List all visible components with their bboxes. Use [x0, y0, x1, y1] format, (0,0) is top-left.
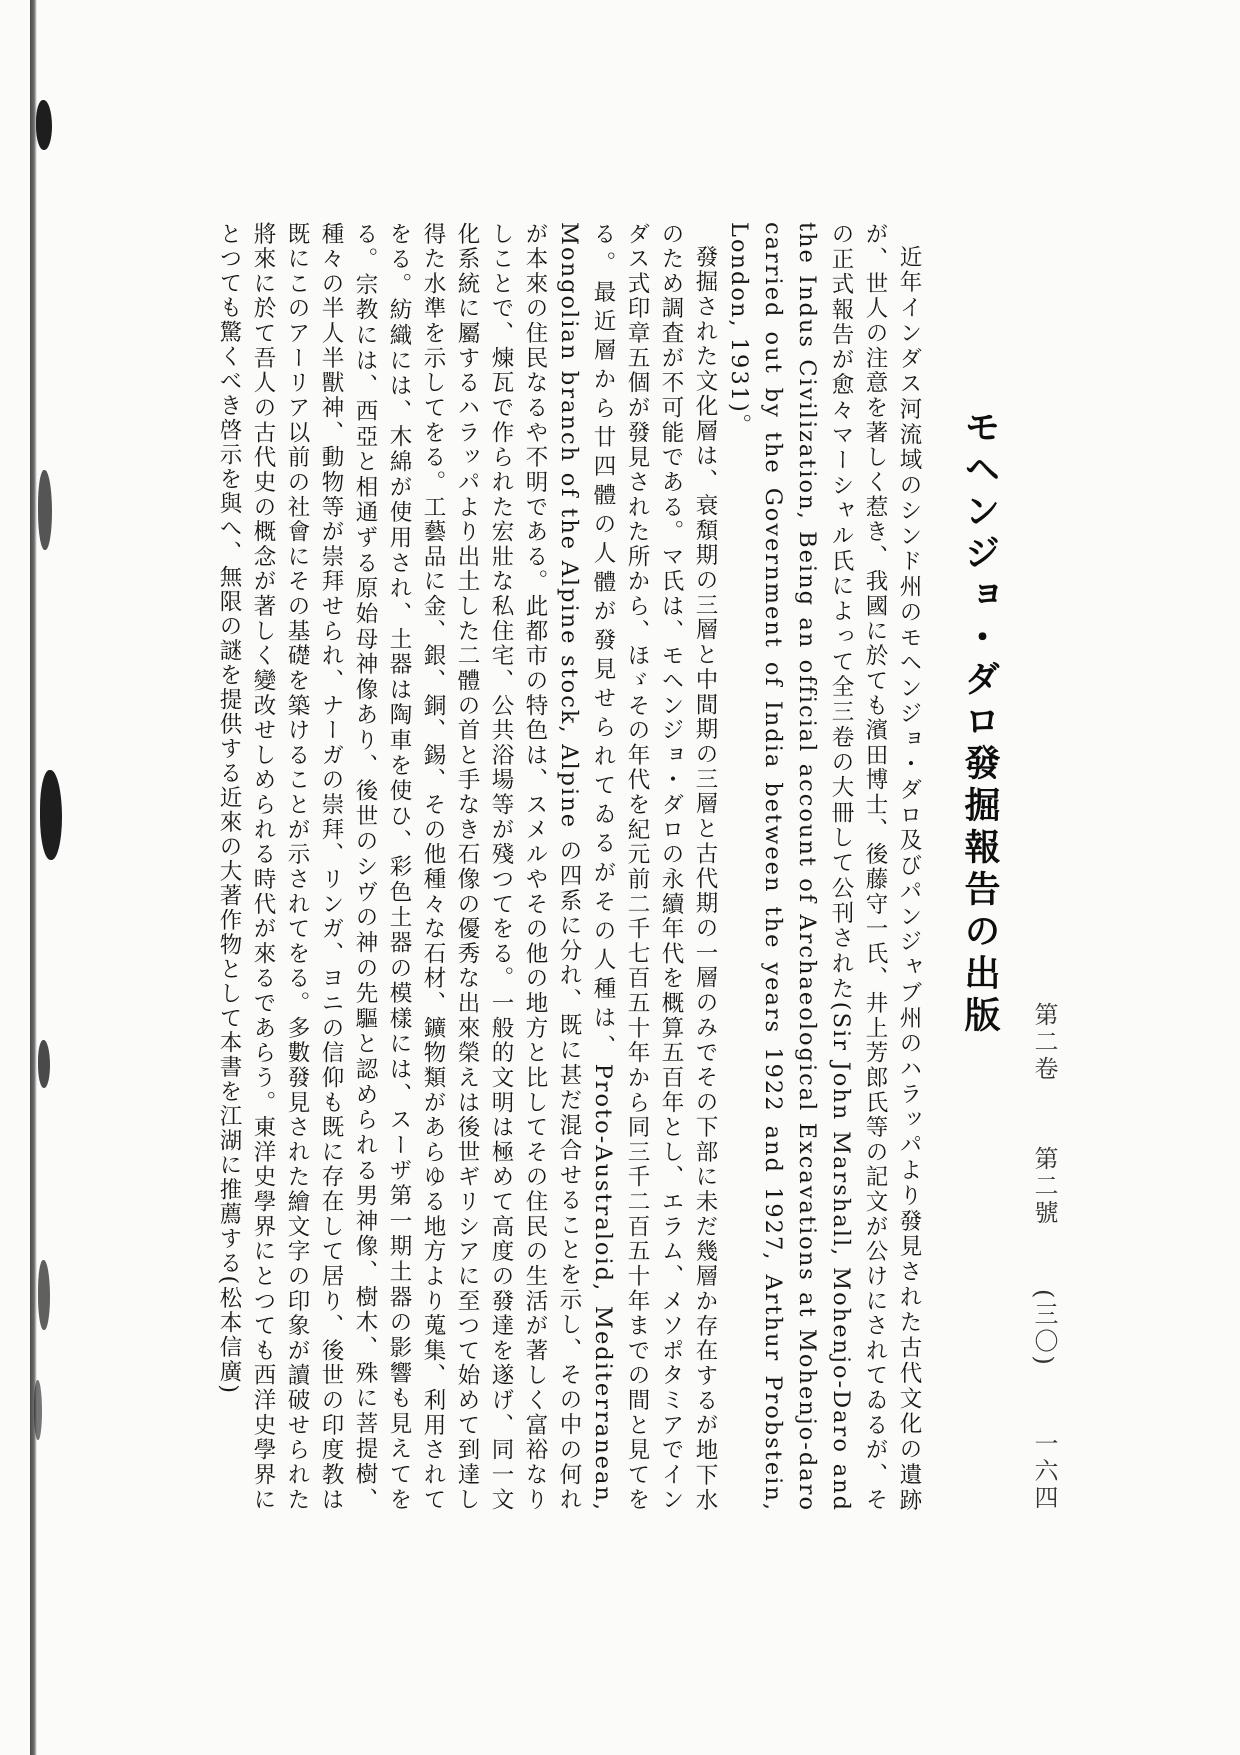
volume-label: 第二卷 [1030, 1002, 1058, 1083]
scan-binding-edge [30, 0, 37, 1755]
running-header [1032, 1002, 1056, 1512]
scan-smudge [38, 1040, 50, 1088]
scan-smudge [38, 470, 52, 550]
issue-label: 第二號 [1030, 1145, 1058, 1227]
article-body [176, 222, 926, 1512]
scan-smudge [38, 1260, 50, 1330]
scan-smudge [34, 1380, 42, 1440]
section-number: (三〇) [1030, 1289, 1058, 1369]
paragraph-findings: 發掘された文化層は、衰頽期の三層と中間期の三層と古代期の一層のみでその下部に未だ幾層か存在するが地下水のため調査が不可能である。マ氏は、モヘンジョ・ダロの永續年代を概算五百年とし、エラム、メソポタミアでインダス式印章五個が發見された所から、ほゞその年代を紀元前二千七百五十年から同三千二百五十年までの間と見てをる。最近層から廿四體の人體が發見せられてゐるがその人種は、Proto-Australoid, Mediterranean, Mongolian branch of the Alpine stock, Alpine の四系に分れ、既に甚だ混合せることを示し、その中の何れが本來の住民なるや不明である。此都市の特色は、スメルやその他の地方と比してその住民の生活が著しく富裕なりしことで、煉瓦で作られた宏壯な私住宅、公共浴場等が殘つてをる。一般的文明は極めて高度の發達を遂げ、同一文化系統に屬するハラッパより出土した二體の首と手なき石像の優秀な出來榮えは後世ギリシアに至つて始めて到達し得た水準を示してをる。工藝品に金、銀、銅、錫、その他種々な石材、鑛物類があらゆる地方より蒐集、利用されてをる。紡織には、木綿が使用され、土器は陶車を使ひ、彩色土器の模樣には、スーザ第一期土器の影響も見えてをる。宗教には、西亞と相通ずる原始母神像あり、後世のシヴの神の先驅と認められる男神像、樹木、殊に菩提樹、種々の半人半獸神、動物等が崇拜せられ、ナーガの崇拜、リンガ、ヨニの信仰も既に存在して居り、後世の印度教は既にこのアーリア以前の社會にその基礎を築けることが示されてをる。多數發見された繪文字の印象が讀破せられた將來に於て吾人の古代史の概念が著しく變改せしめられる時代が來るであらう。東洋史學界にとつても西洋史學界にとつても驚くべき啓示を與へ、無限の謎を提供する近來の大著作物として本書を江湖に推薦する(松本信廣) [216, 222, 718, 1512]
paragraph-intro: 近年インダス河流域のシンド州のモヘンジョ・ダロ及びパンジャブ州のハラッパより發見された古代文化の遺跡が、世人の注意を著しく惹き、我國に於ても濱田博士、後藤守一氏、井上芳郎氏等の記文が公けにされてゐるが、その正式報告が愈々マーシャル氏によって全三卷の大冊して公刊された(Sir John Marshall, Mohenjo-Daro and the Indus Civilization, Being an official account of Archaeological Excavations at Mohenjo-daro carried out by the Government of India between the years 1922 and 1927, Arthur Probstein, London, 1931)。 [726, 222, 922, 1512]
page-number: 一六四 [1030, 1430, 1058, 1512]
scan-smudge [40, 770, 62, 860]
article-title: モヘンジョ・ダロ發掘報告の出版 [959, 408, 1001, 1038]
scan-smudge [36, 100, 52, 150]
